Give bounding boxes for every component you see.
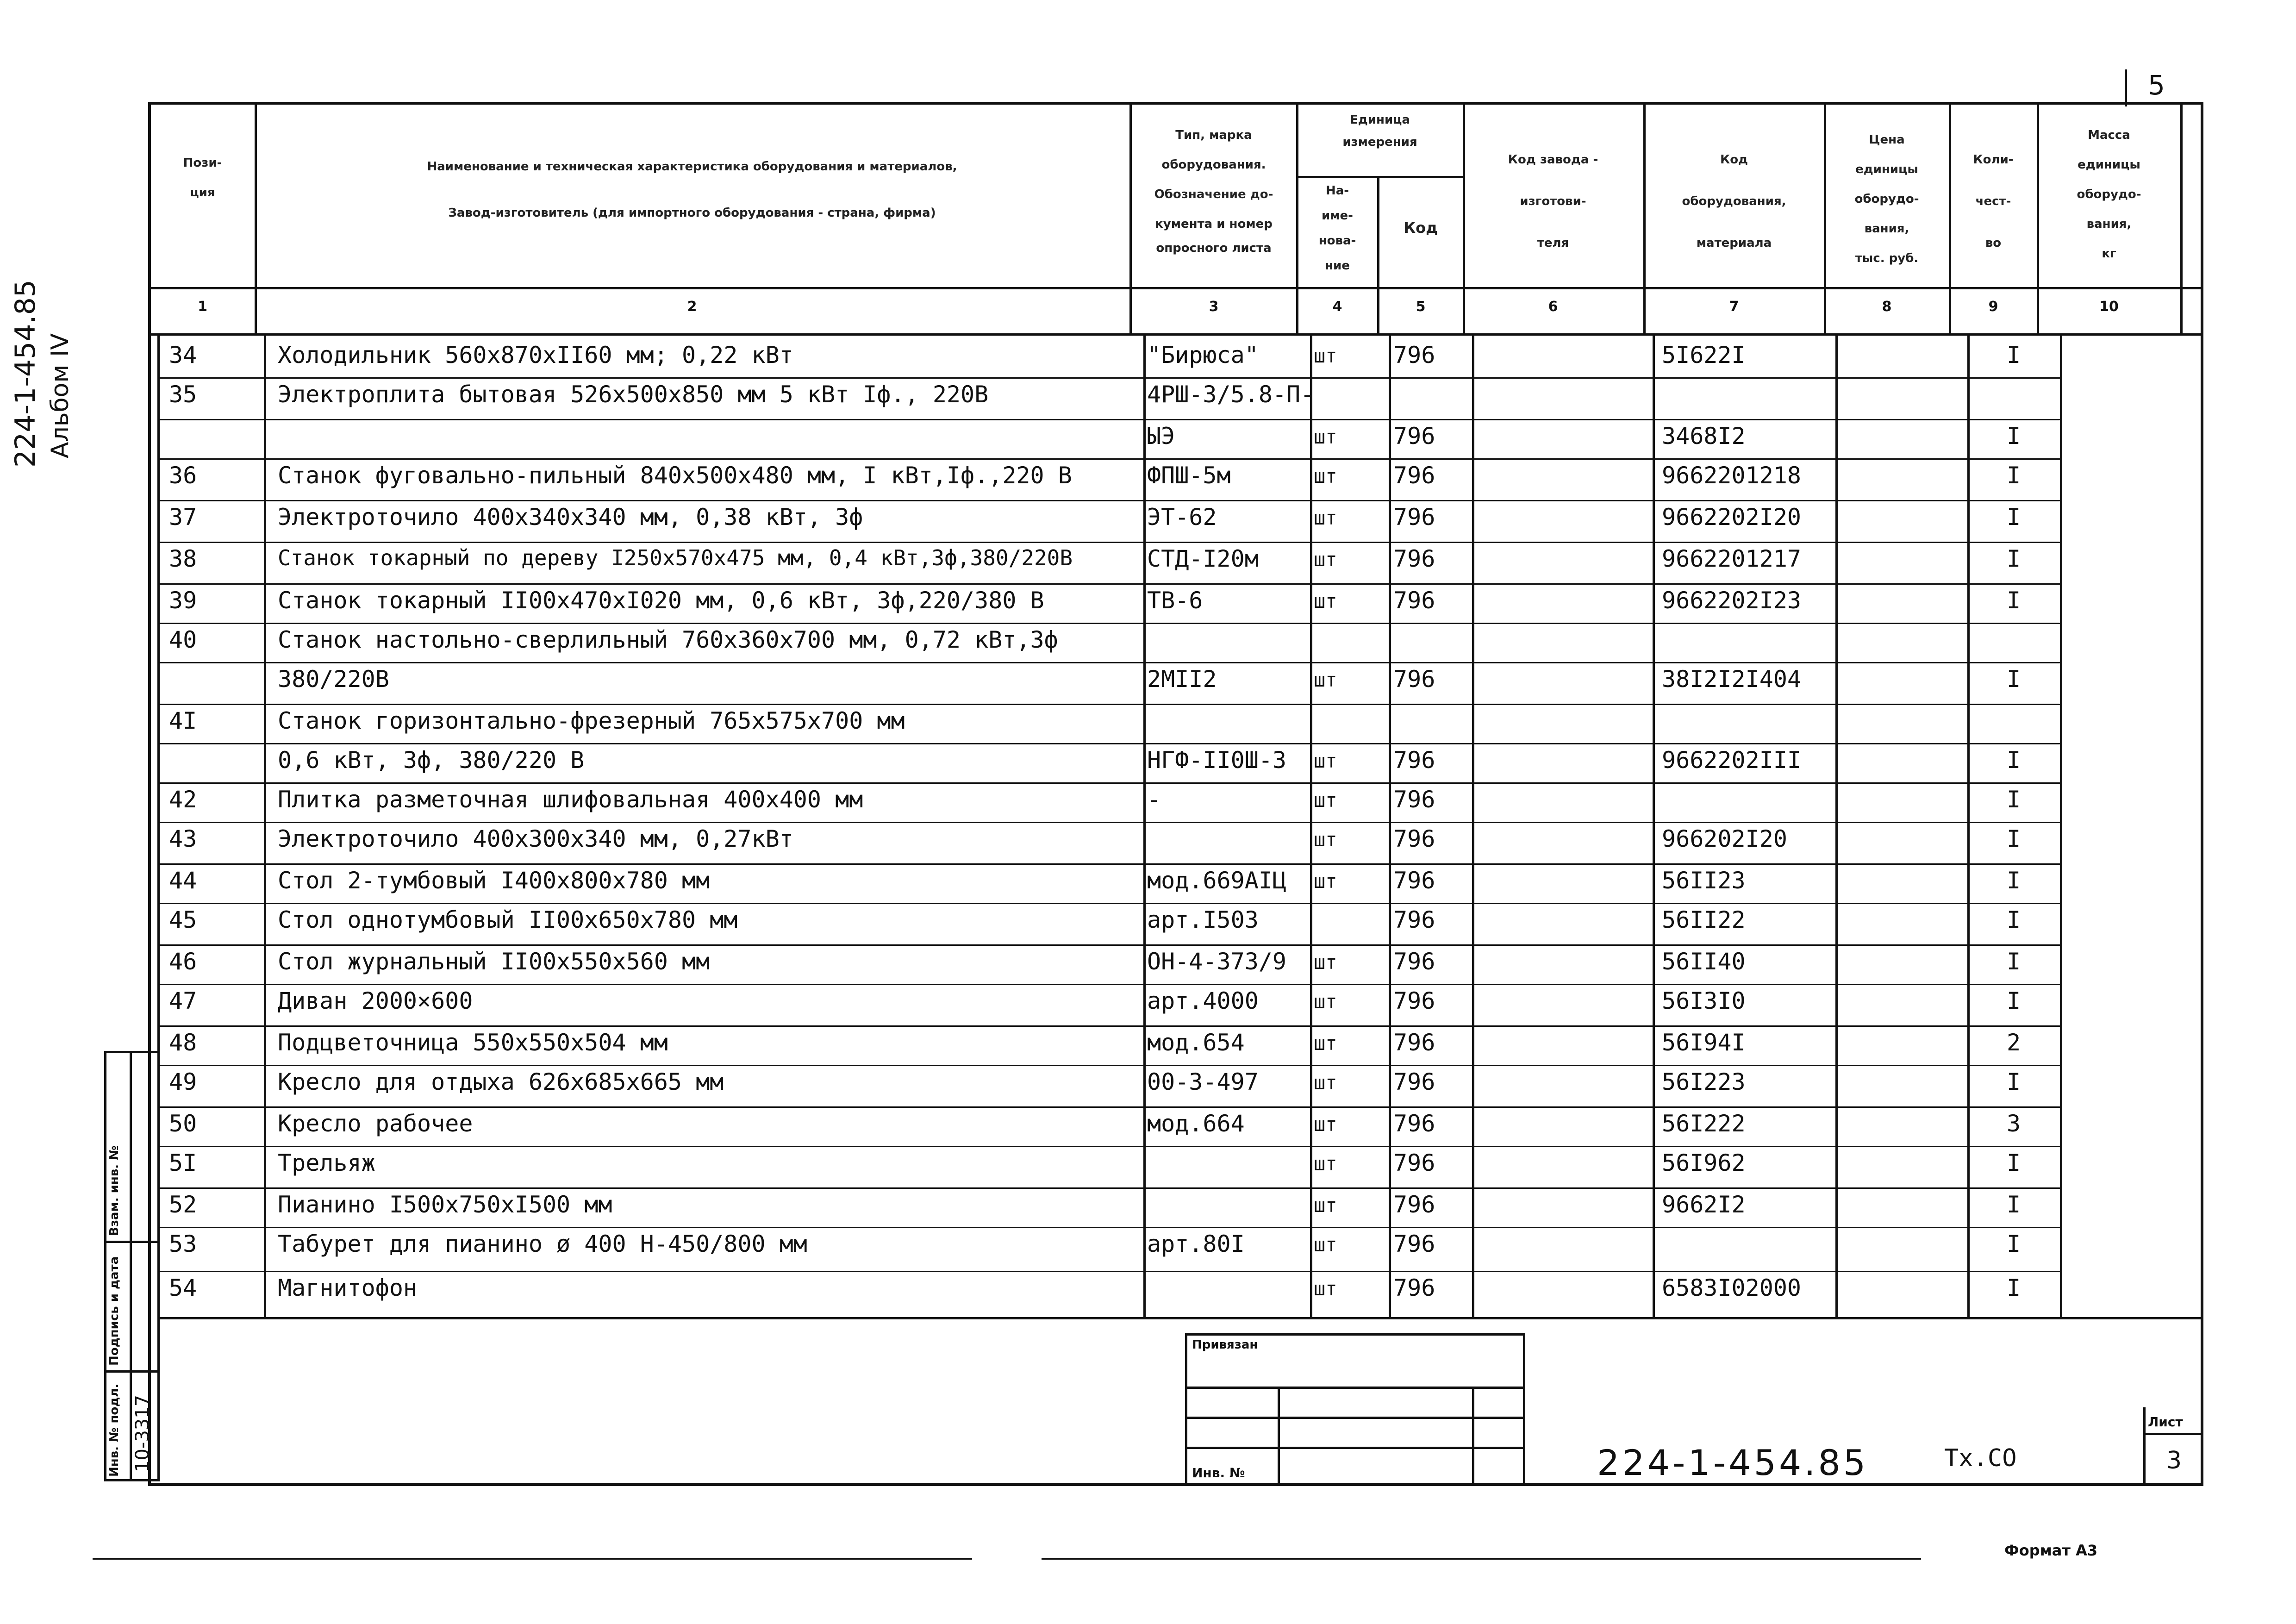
row-separator xyxy=(157,1065,2060,1066)
header-col6: Код завода - изготови- теля xyxy=(1508,153,1598,250)
stamp-designation: 224-1-454.85 xyxy=(1597,1442,1869,1483)
cell-qty: I xyxy=(2006,1230,2021,1257)
cell-code: 796 xyxy=(1393,423,1435,450)
cell-qty: 3 xyxy=(2006,1110,2021,1137)
cell-name: Станок фуговально-пильный 840х500х480 мм, I кВт,Iф.,220 В xyxy=(278,462,1072,489)
colnum-9: 9 xyxy=(1988,299,1998,315)
header-col9: Коли- чест- во xyxy=(1973,153,2014,250)
cell-equip: 56I223 xyxy=(1662,1068,1746,1095)
cell-pos: 5I xyxy=(169,1149,197,1176)
cell-code: 796 xyxy=(1393,825,1435,852)
cell-qty: I xyxy=(2006,504,2021,531)
cell-code: 796 xyxy=(1393,867,1435,894)
cell-pos: 48 xyxy=(169,1029,197,1056)
header-unit-group: Единица измерения xyxy=(1342,113,1417,149)
cell-unit: шт xyxy=(1314,465,1337,487)
sheet-number: 3 xyxy=(2166,1447,2182,1474)
cell-name: Пианино I500х750хI500 мм xyxy=(278,1191,612,1218)
cell-code: 796 xyxy=(1393,906,1435,933)
cell-pos: 52 xyxy=(169,1191,197,1218)
cell-qty: I xyxy=(2006,987,2021,1014)
row-separator xyxy=(157,583,2060,585)
cell-unit: шт xyxy=(1314,870,1337,893)
cell-name: Магнитофон xyxy=(278,1274,418,1301)
cell-equip: 9662201218 xyxy=(1662,462,1802,489)
side-doc-code: 224-1-454.85 xyxy=(9,280,42,468)
cell-qty: I xyxy=(2006,786,2021,813)
header-col8: Цена единицы оборудо- вания, тыс. руб. xyxy=(1854,133,1919,265)
cell-code: 796 xyxy=(1393,462,1435,489)
cell-pos: 40 xyxy=(169,626,197,653)
cell-type: 4РШ-3/5.8-П- xyxy=(1147,381,1315,408)
cell-type: ОН-4-373/9 xyxy=(1147,948,1287,975)
cell-unit: шт xyxy=(1314,590,1337,612)
cell-qty: I xyxy=(2006,666,2021,693)
cell-type: арт.4000 xyxy=(1147,987,1259,1014)
cell-unit: шт xyxy=(1314,425,1337,448)
cell-unit: шт xyxy=(1314,1152,1337,1175)
row-separator xyxy=(157,1271,2060,1272)
header-col5: Код xyxy=(1404,219,1438,237)
header-col4: На- име- нова- ние xyxy=(1318,184,1356,273)
cell-unit: шт xyxy=(1314,506,1337,529)
cell-pos: 44 xyxy=(169,867,197,894)
cell-qty: I xyxy=(2006,1068,2021,1095)
cell-pos: 47 xyxy=(169,987,197,1014)
row-separator xyxy=(157,1187,2060,1189)
cell-pos: 38 xyxy=(169,545,197,572)
cell-pos: 39 xyxy=(169,587,197,614)
row-separator xyxy=(157,1146,2060,1147)
row-separator xyxy=(157,1025,2060,1027)
cell-code: 796 xyxy=(1393,1068,1435,1095)
cell-equip: 56I962 xyxy=(1662,1149,1746,1176)
cell-name: Электроточило 400х340х340 мм, 0,38 кВт, 3ф xyxy=(278,504,863,531)
cell-pos: 4I xyxy=(169,707,197,734)
cell-name: Станок горизонтально-фрезерный 765х575х700 мм xyxy=(278,707,905,734)
cell-unit: шт xyxy=(1314,1071,1337,1094)
row-separator xyxy=(157,822,2060,823)
cell-qty: I xyxy=(2006,906,2021,933)
cell-equip: 38I2I2I404 xyxy=(1662,666,1802,693)
cell-type: СТД-I20м xyxy=(1147,545,1259,572)
cell-type: ЫЭ xyxy=(1147,423,1175,450)
colnum-4: 4 xyxy=(1332,299,1342,315)
cell-name: Электроплита бытовая 526х500х850 мм 5 кВт Iф., 220В xyxy=(278,381,989,408)
row-separator xyxy=(157,623,2060,624)
cell-unit: шт xyxy=(1314,548,1337,571)
cell-equip: 9662202I20 xyxy=(1662,504,1802,531)
row-separator xyxy=(157,542,2060,543)
colnum-3: 3 xyxy=(1209,299,1219,315)
cell-type: мод.669АIЦ xyxy=(1147,867,1287,894)
cell-type: арт.80I xyxy=(1147,1230,1245,1257)
cell-qty: I xyxy=(2006,1274,2021,1301)
stamp-mark: Тх.СО xyxy=(1944,1444,2017,1472)
row-separator xyxy=(157,743,2060,744)
cell-qty: I xyxy=(2006,825,2021,852)
cell-equip: 56II23 xyxy=(1662,867,1746,894)
cell-pos: 43 xyxy=(169,825,197,852)
cell-equip: 56I222 xyxy=(1662,1110,1746,1137)
cell-type: ЭТ-62 xyxy=(1147,504,1217,531)
cell-name: Кресло рабочее xyxy=(278,1110,473,1137)
cell-type: ТВ-6 xyxy=(1147,587,1203,614)
row-separator xyxy=(157,458,2060,460)
cell-name: Диван 2000×600 xyxy=(278,987,473,1014)
cell-code: 796 xyxy=(1393,786,1435,813)
cell-pos: 46 xyxy=(169,948,197,975)
privyazan-label: Привязан xyxy=(1192,1338,1258,1352)
cell-type: "Бирюса" xyxy=(1147,342,1259,369)
cell-code: 796 xyxy=(1393,1110,1435,1137)
cell-pos: 49 xyxy=(169,1068,197,1095)
cell-code: 796 xyxy=(1393,1029,1435,1056)
cell-equip: 6583I02000 xyxy=(1662,1274,1802,1301)
row-separator xyxy=(157,944,2060,946)
cell-pos: 35 xyxy=(169,381,197,408)
row-separator xyxy=(157,984,2060,985)
cell-name: Подцветочница 550х550х504 мм xyxy=(278,1029,668,1056)
row-separator xyxy=(157,1227,2060,1228)
header-col10: Масса единицы оборудо- вания, кг xyxy=(2077,128,2141,261)
cell-qty: I xyxy=(2006,342,2021,369)
row-separator xyxy=(157,704,2060,705)
row-separator xyxy=(157,782,2060,784)
cell-name: Плитка разметочная шлифовальная 400х400 мм xyxy=(278,786,863,813)
cell-pos: 45 xyxy=(169,906,197,933)
cell-unit: шт xyxy=(1314,990,1337,1013)
cell-code: 796 xyxy=(1393,587,1435,614)
cell-unit: шт xyxy=(1314,668,1337,691)
cell-qty: I xyxy=(2006,867,2021,894)
row-separator xyxy=(157,662,2060,663)
row-separator xyxy=(157,903,2060,904)
colnum-5: 5 xyxy=(1416,299,1426,315)
cell-qty: I xyxy=(2006,423,2021,450)
cell-code: 796 xyxy=(1393,987,1435,1014)
cell-pos: 42 xyxy=(169,786,197,813)
cell-type: арт.I503 xyxy=(1147,906,1259,933)
cell-code: 796 xyxy=(1393,504,1435,531)
sheet-label: Лист xyxy=(2148,1414,2183,1430)
cell-name: Стол журнальный II00х550х560 мм xyxy=(278,948,710,975)
header-col3: Тип, марка оборудования. Обозначение до- кумента и номер опросного листа xyxy=(1154,128,1273,255)
cell-equip: 56I3I0 xyxy=(1662,987,1746,1014)
cell-qty: I xyxy=(2006,1149,2021,1176)
cell-code: 796 xyxy=(1393,1149,1435,1176)
cell-type: мод.654 xyxy=(1147,1029,1245,1056)
row-separator xyxy=(157,1106,2060,1108)
cell-code: 796 xyxy=(1393,948,1435,975)
cell-name: Табурет для пианино ø 400 Н-450/800 мм xyxy=(278,1230,807,1257)
format-label: Формат А3 xyxy=(2004,1542,2098,1559)
side-album: Альбом IV xyxy=(46,333,74,458)
cell-pos: 34 xyxy=(169,342,197,369)
cell-unit: шт xyxy=(1314,344,1337,367)
cell-type: 2МII2 xyxy=(1147,666,1217,693)
cell-type: - xyxy=(1147,786,1161,813)
cell-name: Станок настольно-сверлильный 760х360х700 мм, 0,72 кВт,3ф xyxy=(278,626,1058,653)
cell-unit: шт xyxy=(1314,1194,1337,1217)
cell-name: 380/220В xyxy=(278,666,389,693)
cell-qty: I xyxy=(2006,948,2021,975)
cell-qty: I xyxy=(2006,1191,2021,1218)
cell-name: Электроточило 400х300х340 мм, 0,27кВт xyxy=(278,825,793,852)
cell-equip: 9662201217 xyxy=(1662,545,1802,572)
cell-pos: 37 xyxy=(169,504,197,531)
cell-type: ФПШ-5м xyxy=(1147,462,1231,489)
cell-type: мод.664 xyxy=(1147,1110,1245,1137)
colnum-2: 2 xyxy=(687,299,697,315)
side-label-vzam: Взам. инв. № xyxy=(107,1145,121,1236)
cell-type: НГФ-II0Ш-3 xyxy=(1147,747,1287,774)
cell-code: 796 xyxy=(1393,1230,1435,1257)
cell-qty: I xyxy=(2006,587,2021,614)
side-label-sign: Подпись и дата xyxy=(107,1256,121,1366)
cell-equip: 56II22 xyxy=(1662,906,1746,933)
row-separator xyxy=(157,377,2060,379)
cell-code: 796 xyxy=(1393,342,1435,369)
cell-equip: 56II40 xyxy=(1662,948,1746,975)
row-separator xyxy=(157,500,2060,501)
side-label-inv: Инв. № подл. xyxy=(107,1383,121,1477)
cell-name: Стол 2-тумбовый I400х800х780 мм xyxy=(278,867,710,894)
cell-equip: 9662I2 xyxy=(1662,1191,1746,1218)
header-col1: Пози- ция xyxy=(183,156,222,200)
cell-equip: 966202I20 xyxy=(1662,825,1787,852)
cell-pos: 53 xyxy=(169,1230,197,1257)
side-inv-number: 10-3317 xyxy=(132,1394,153,1472)
cell-code: 796 xyxy=(1393,1191,1435,1218)
header-col7: Код оборудования, материала xyxy=(1682,153,1786,250)
cell-name: Кресло для отдыха 626х685х665 мм xyxy=(278,1068,724,1095)
cell-name: Трельяж xyxy=(278,1149,375,1176)
cell-name: Станок токарный II00х470хI020 мм, 0,6 кВт, 3ф,220/380 В xyxy=(278,587,1044,614)
cell-equip: 9662202III xyxy=(1662,747,1802,774)
cell-qty: I xyxy=(2006,462,2021,489)
header-col2: Наименование и техническая характеристика оборудования и материалов, Завод-изготовитель (для импортного оборудования - страна, фирма) xyxy=(427,160,957,220)
cell-name: Стол однотумбовый II00х650х780 мм xyxy=(278,906,738,933)
cell-equip: 5I622I xyxy=(1662,342,1746,369)
cell-unit: шт xyxy=(1314,1277,1337,1300)
cell-code: 796 xyxy=(1393,666,1435,693)
cell-qty: 2 xyxy=(2006,1029,2021,1056)
cell-unit: шт xyxy=(1314,951,1337,974)
row-separator xyxy=(157,863,2060,865)
cell-pos: 50 xyxy=(169,1110,197,1137)
cell-code: 796 xyxy=(1393,545,1435,572)
colnum-7: 7 xyxy=(1729,299,1739,315)
row-separator xyxy=(157,419,2060,420)
cell-code: 796 xyxy=(1393,747,1435,774)
cell-unit: шт xyxy=(1314,1233,1337,1256)
colnum-1: 1 xyxy=(198,299,207,315)
cell-unit: шт xyxy=(1314,750,1337,772)
cell-pos: 54 xyxy=(169,1274,197,1301)
colnum-8: 8 xyxy=(1882,299,1892,315)
cell-type: 00-3-497 xyxy=(1147,1068,1259,1095)
cell-code: 796 xyxy=(1393,1274,1435,1301)
page-number-top: 5 xyxy=(2148,69,2165,101)
cell-name: Холодильник 560х870хII60 мм; 0,22 кВт xyxy=(278,342,793,369)
cell-name: 0,6 кВт, 3ф, 380/220 В xyxy=(278,747,585,774)
cell-pos: 36 xyxy=(169,462,197,489)
cell-unit: шт xyxy=(1314,828,1337,851)
colnum-6: 6 xyxy=(1548,299,1558,315)
inv-label: Инв. № xyxy=(1192,1465,1245,1480)
cell-equip: 9662202I23 xyxy=(1662,587,1802,614)
cell-equip: 3468I2 xyxy=(1662,423,1746,450)
cell-unit: шт xyxy=(1314,789,1337,812)
colnum-10: 10 xyxy=(2099,299,2119,315)
cell-unit: шт xyxy=(1314,1113,1337,1136)
cell-qty: I xyxy=(2006,747,2021,774)
cell-name: Станок токарный по дереву I250х570х475 мм, 0,4 кВт,3ф,380/220В xyxy=(278,545,1073,570)
cell-qty: I xyxy=(2006,545,2021,572)
cell-unit: шт xyxy=(1314,1032,1337,1055)
cell-equip: 56I94I xyxy=(1662,1029,1746,1056)
